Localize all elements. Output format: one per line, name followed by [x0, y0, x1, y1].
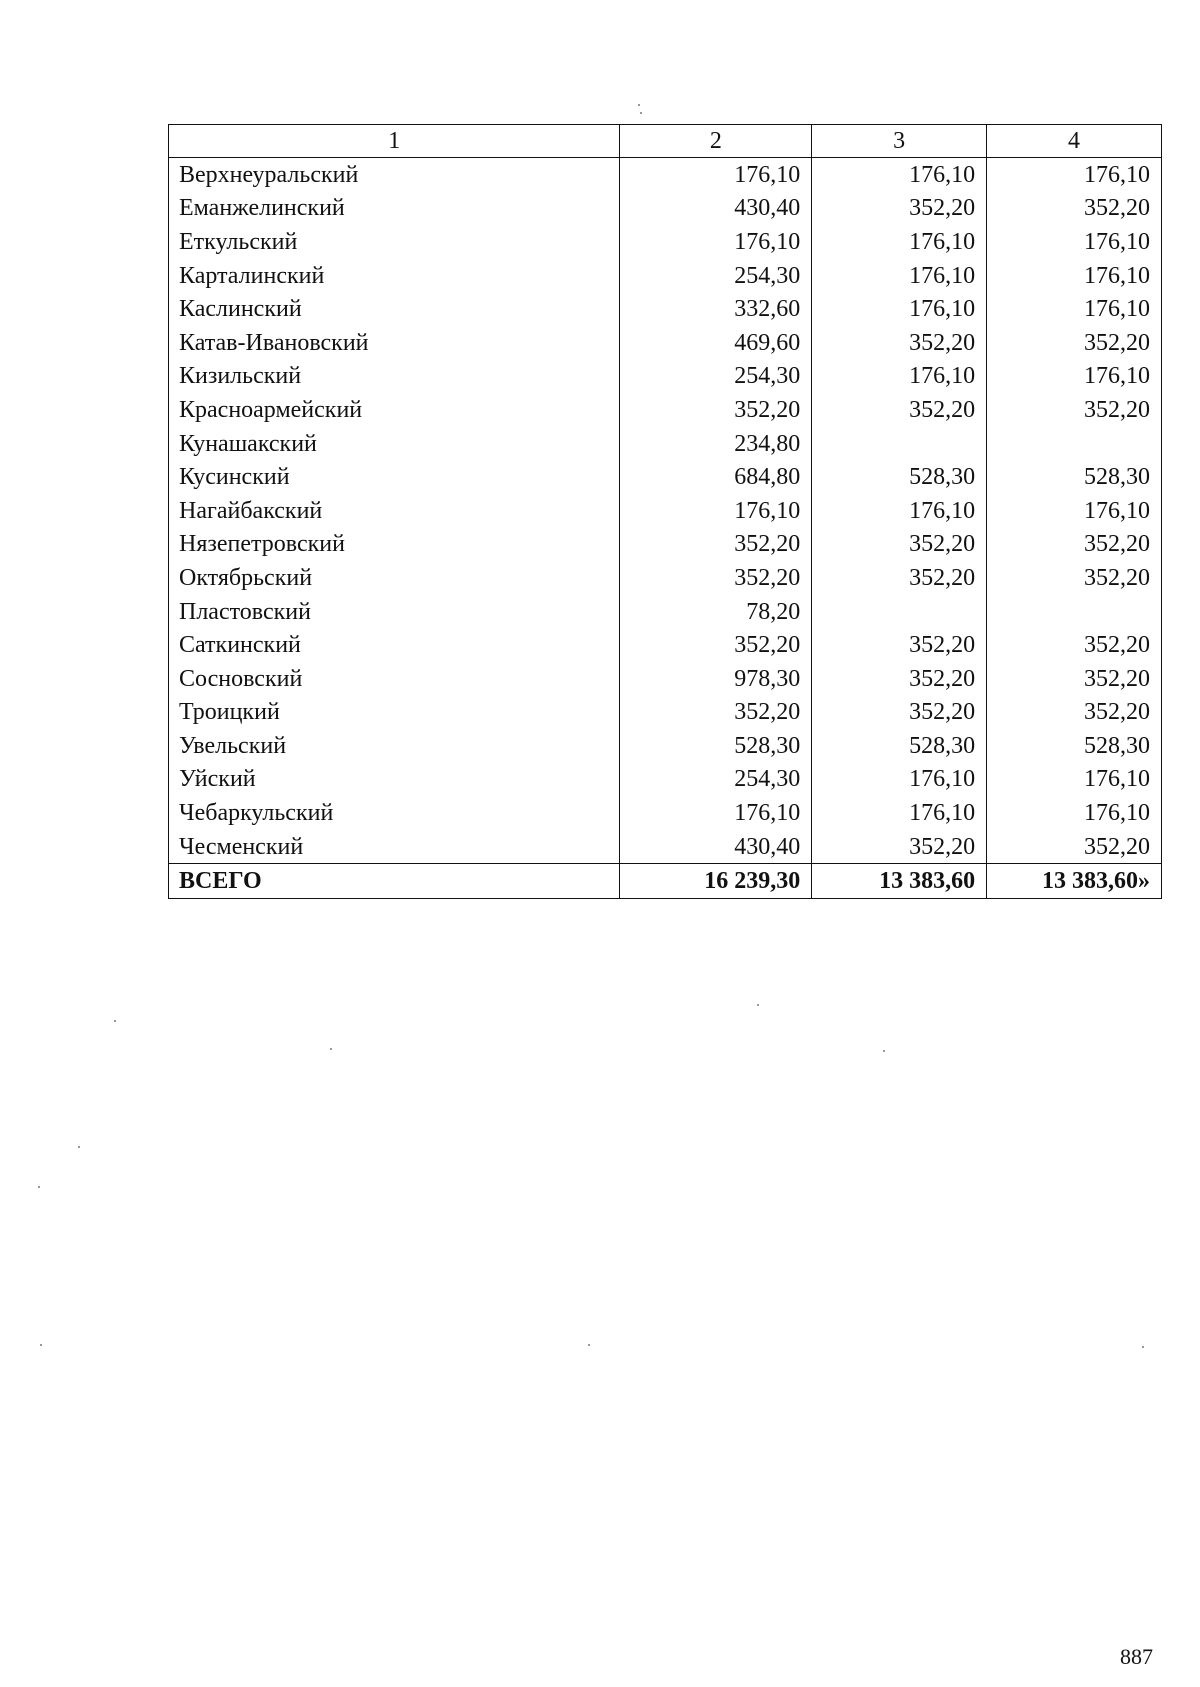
value-col-4: 176,10 [987, 360, 1162, 394]
table-row [169, 326, 1162, 360]
value-col-4: 176,10 [987, 158, 1162, 192]
header-row [169, 125, 1162, 158]
value-col-4: 352,20 [987, 192, 1162, 226]
value-col-4: 176,10 [987, 494, 1162, 528]
value-col-3: 176,10 [812, 494, 987, 528]
district-name: Пластовский [169, 595, 620, 629]
table-row [169, 225, 1162, 259]
value-col-3: 352,20 [812, 830, 987, 864]
scan-speck [757, 1004, 759, 1006]
table-row [169, 427, 1162, 461]
value-col-3: 352,20 [812, 192, 987, 226]
value-col-3: 528,30 [812, 729, 987, 763]
total-row [169, 864, 1162, 899]
value-col-4 [987, 427, 1162, 461]
header-col-1: 1 [169, 125, 620, 158]
value-col-4: 352,20 [987, 528, 1162, 562]
value-col-3: 176,10 [812, 158, 987, 192]
total-col-2: 16 239,30 [620, 864, 812, 899]
district-name: Кунашакский [169, 427, 620, 461]
district-name: Катав-Ивановский [169, 326, 620, 360]
value-col-3 [812, 427, 987, 461]
value-col-3: 176,10 [812, 259, 987, 293]
table-row [169, 393, 1162, 427]
value-col-4 [987, 595, 1162, 629]
table-row [169, 796, 1162, 830]
value-col-4: 176,10 [987, 225, 1162, 259]
district-name: Карталинский [169, 259, 620, 293]
value-col-4: 352,20 [987, 326, 1162, 360]
table-row [169, 192, 1162, 226]
table-row [169, 830, 1162, 864]
table-row [169, 158, 1162, 192]
scan-speck [588, 1344, 590, 1346]
value-col-2: 352,20 [620, 528, 812, 562]
district-name: Чесменский [169, 830, 620, 864]
scan-speck [638, 104, 640, 106]
table-row [169, 494, 1162, 528]
value-col-4: 352,20 [987, 628, 1162, 662]
value-col-3: 176,10 [812, 763, 987, 797]
header-col-2: 2 [620, 125, 812, 158]
value-col-4: 176,10 [987, 796, 1162, 830]
value-col-2: 352,20 [620, 561, 812, 595]
value-col-2: 176,10 [620, 225, 812, 259]
table-row [169, 763, 1162, 797]
district-name: Верхнеуральский [169, 158, 620, 192]
scan-speck [38, 1186, 40, 1188]
value-col-3: 176,10 [812, 796, 987, 830]
value-col-4: 352,20 [987, 662, 1162, 696]
total-label: ВСЕГО [169, 864, 620, 899]
table-row [169, 528, 1162, 562]
value-col-2: 469,60 [620, 326, 812, 360]
header-col-3: 3 [812, 125, 987, 158]
value-col-2: 528,30 [620, 729, 812, 763]
table-row [169, 561, 1162, 595]
table-row [169, 729, 1162, 763]
value-col-2: 234,80 [620, 427, 812, 461]
value-col-2: 352,20 [620, 628, 812, 662]
value-col-3: 176,10 [812, 360, 987, 394]
district-name: Кизильский [169, 360, 620, 394]
value-col-4: 176,10 [987, 763, 1162, 797]
table-row [169, 662, 1162, 696]
district-name: Нагайбакский [169, 494, 620, 528]
scan-speck [883, 1050, 885, 1052]
district-name: Нязепетровский [169, 528, 620, 562]
value-col-4: 352,20 [987, 696, 1162, 730]
table-footer [169, 864, 1162, 899]
total-col-3: 13 383,60 [812, 864, 987, 899]
value-col-3: 352,20 [812, 662, 987, 696]
table-row [169, 595, 1162, 629]
value-col-3: 352,20 [812, 528, 987, 562]
value-col-2: 332,60 [620, 292, 812, 326]
data-table [168, 124, 1162, 899]
value-col-2: 430,40 [620, 192, 812, 226]
table-body [169, 158, 1162, 864]
scan-speck [114, 1020, 116, 1022]
district-name: Кусинский [169, 460, 620, 494]
value-col-4: 176,10 [987, 292, 1162, 326]
district-name: Красноармейский [169, 393, 620, 427]
value-col-2: 254,30 [620, 763, 812, 797]
district-name: Сосновский [169, 662, 620, 696]
value-col-3: 352,20 [812, 393, 987, 427]
district-name: Каслинский [169, 292, 620, 326]
value-col-2: 176,10 [620, 796, 812, 830]
district-name: Саткинский [169, 628, 620, 662]
table-row [169, 696, 1162, 730]
district-name: Октябрьский [169, 561, 620, 595]
table-row [169, 360, 1162, 394]
scan-speck [330, 1048, 332, 1050]
value-col-2: 352,20 [620, 393, 812, 427]
district-name: Еткульский [169, 225, 620, 259]
table-row [169, 292, 1162, 326]
district-name: Уйский [169, 763, 620, 797]
district-name: Еманжелинский [169, 192, 620, 226]
table-row [169, 628, 1162, 662]
value-col-2: 254,30 [620, 360, 812, 394]
value-col-2: 430,40 [620, 830, 812, 864]
value-col-2: 684,80 [620, 460, 812, 494]
value-col-2: 254,30 [620, 259, 812, 293]
value-col-2: 978,30 [620, 662, 812, 696]
value-col-4: 352,20 [987, 830, 1162, 864]
header-col-4: 4 [987, 125, 1162, 158]
value-col-4: 352,20 [987, 561, 1162, 595]
value-col-2: 176,10 [620, 158, 812, 192]
district-name: Троицкий [169, 696, 620, 730]
value-col-2: 352,20 [620, 696, 812, 730]
value-col-3: 352,20 [812, 561, 987, 595]
value-col-4: 176,10 [987, 259, 1162, 293]
scan-speck [640, 112, 642, 114]
value-col-3: 528,30 [812, 460, 987, 494]
district-name: Чебаркульский [169, 796, 620, 830]
district-name: Увельский [169, 729, 620, 763]
table-header [169, 125, 1162, 158]
table-row [169, 460, 1162, 494]
value-col-4: 528,30 [987, 729, 1162, 763]
value-col-3: 352,20 [812, 696, 987, 730]
value-col-3: 352,20 [812, 326, 987, 360]
scan-speck [78, 1146, 80, 1148]
total-col-4: 13 383,60» [987, 864, 1162, 899]
scan-speck [40, 1344, 42, 1346]
value-col-4: 528,30 [987, 460, 1162, 494]
page-number: 887 [1120, 1644, 1153, 1669]
value-col-4: 352,20 [987, 393, 1162, 427]
scan-speck [1142, 1346, 1144, 1348]
table-row [169, 259, 1162, 293]
value-col-3: 352,20 [812, 628, 987, 662]
value-col-2: 78,20 [620, 595, 812, 629]
value-col-3 [812, 595, 987, 629]
value-col-3: 176,10 [812, 225, 987, 259]
value-col-3: 176,10 [812, 292, 987, 326]
value-col-2: 176,10 [620, 494, 812, 528]
